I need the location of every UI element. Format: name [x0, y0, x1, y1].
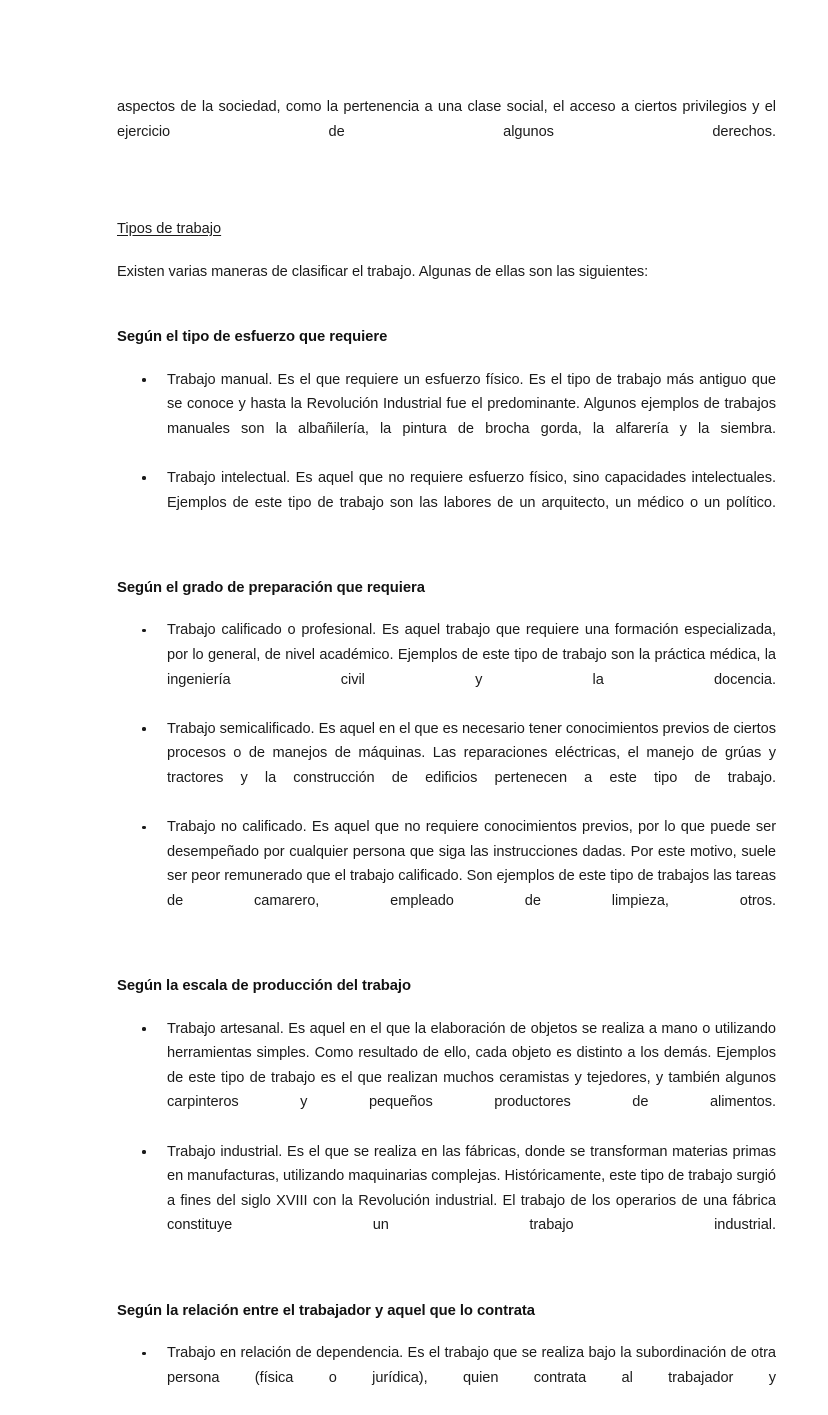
list-item: [117, 717, 776, 815]
bullet-dot-icon: [142, 826, 146, 830]
list-item: [117, 1017, 776, 1140]
list-item-text: Trabajo artesanal. Es aquel en el que la elaboración de objetos se realiza a mano o utilizando herramientas simples. Como resultado de ello, cada objeto es distinto a los demás. Ejemplos de este tipo de trabajo es el que realizan muchos ceramistas y tejedores, y también algunos carpinteros y pequeños productores de alimentos.: [167, 1020, 776, 1111]
bullet-dot-icon: [142, 476, 146, 480]
bullet-list-relacion-trabajador: [117, 1341, 776, 1415]
subheading-tipos-de-trabajo: Tipos de trabajo: [117, 220, 222, 237]
bullet-dot-icon: [142, 1352, 146, 1356]
subheading-container: [117, 217, 776, 242]
list-item-text: Trabajo intelectual. Es aquel que no requiere esfuerzo físico, sino capacidades intelectuales. Ejemplos de este tipo de trabajo son las labores de un arquitecto, un médico o un político.: [167, 469, 776, 511]
bullet-dot-icon: [142, 1027, 146, 1031]
section-heading-preparacion: Según el grado de preparación que requiera: [117, 579, 425, 596]
list-item: [117, 368, 776, 466]
list-item-text: Trabajo manual. Es el que requiere un esfuerzo físico. Es el tipo de trabajo más antiguo que se conoce y hasta la Revolución Industrial fue el predominante. Algunos ejemplos de trabajos manuales son la albañilería, la pintura de brocha gorda, la alfarería y la siembra.: [167, 371, 776, 437]
list-item-text: Trabajo industrial. Es el que se realiza en las fábricas, donde se transforman materias primas en manufacturas, utilizando maquinarias complejas. Históricamente, este tipo de trabajo surgió a fines del siglo XVIII con la Revolución industrial. El trabajo de los operarios de una fábrica constituye un trabajo industrial.: [167, 1143, 776, 1234]
list-item: [117, 815, 776, 938]
bullet-dot-icon: [142, 629, 146, 633]
lead-paragraph: Existen varias maneras de clasificar el trabajo. Algunas de ellas son las siguientes:: [117, 264, 649, 281]
bullet-list-esfuerzo: [117, 368, 776, 540]
document-content: [117, 95, 776, 1415]
list-item-text: Trabajo en relación de dependencia. Es el trabajo que se realiza bajo la subordinación de otra persona (física o jurídica), quien contrata al trabajador y: [167, 1345, 776, 1386]
section-heading-escala-produccion: Según la escala de producción del trabajo: [117, 978, 411, 995]
section-heading-esfuerzo: Según el tipo de esfuerzo que requiere: [117, 328, 388, 345]
list-item-text: Trabajo no calificado. Es aquel que no requiere conocimientos previos, por lo que puede ser desempeñado por cualquier persona que siga las instrucciones dadas. Por este motivo, suele ser peor remunerado que el trabajo calificado. Son ejemplos de este tipo de trabajos las tareas de camarero, empleado de limpieza, otros.: [167, 819, 776, 909]
list-item: [117, 1341, 776, 1415]
list-item: [117, 1140, 776, 1263]
bullet-list-escala-produccion: [117, 1017, 776, 1263]
bullet-list-preparacion: [117, 618, 776, 938]
intro-paragraph: aspectos de la sociedad, como la pertenencia a una clase social, el acceso a ciertos privilegios y el ejercicio de algunos derechos.: [117, 99, 776, 140]
bullet-dot-icon: [142, 1150, 146, 1154]
section-heading-relacion-trabajador: Según la relación entre el trabajador y aquel que lo contrata: [117, 1302, 535, 1319]
list-item: [117, 618, 776, 716]
bullet-dot-icon: [142, 378, 146, 382]
list-item-text: Trabajo semicalificado. Es aquel en el que es necesario tener conocimientos previos de ciertos procesos o de manejos de máquinas. Las reparaciones eléctricas, el manejo de grúas y tractores y la construcción de edificios pertenecen a este tipo de trabajo.: [167, 720, 776, 786]
list-item-text: Trabajo calificado o profesional. Es aquel trabajo que requiere una formación especializada, por lo general, de nivel académico. Ejemplos de este tipo de trabajo son la práctica médica, la ingeniería civil y la docencia.: [167, 622, 776, 688]
list-item: [117, 466, 776, 540]
bullet-dot-icon: [142, 727, 146, 731]
